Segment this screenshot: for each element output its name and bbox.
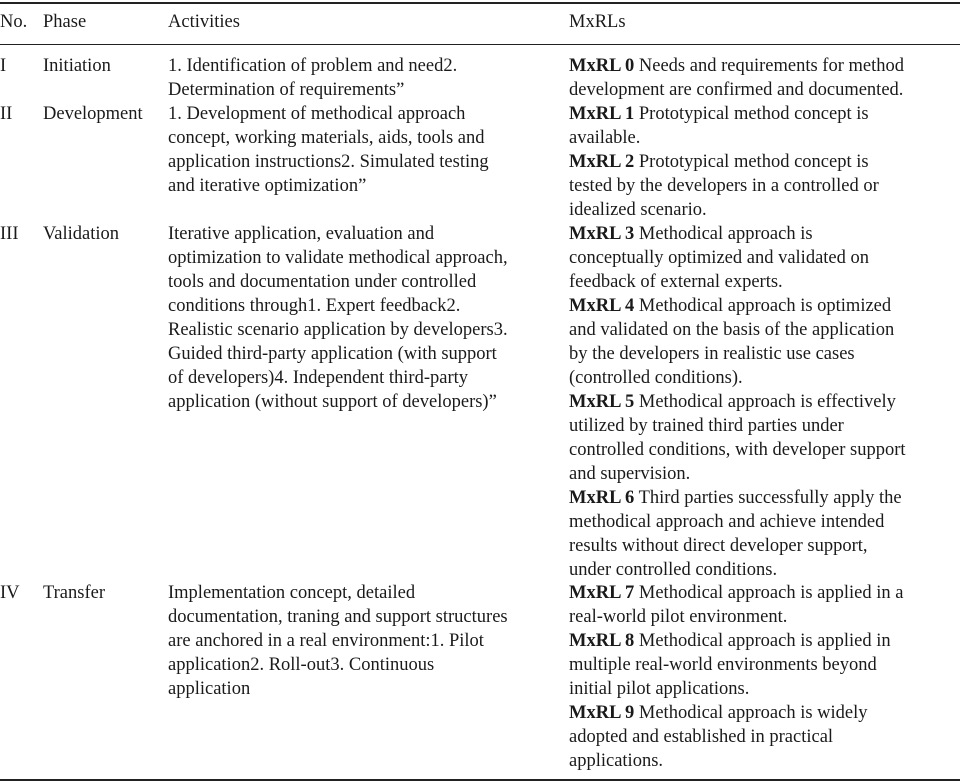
mxrl-line: [569, 629, 960, 653]
mxrl-text: Methodical approach is: [638, 224, 813, 244]
mxrl-label: MxRL 9: [569, 703, 635, 723]
mxrl-entry: [569, 54, 960, 102]
mxrl-line: tested by the developers in a controlled or: [569, 176, 879, 196]
activity-line: are anchored in a real environment:1. Pilot: [168, 631, 484, 651]
activity-line: application (without support of developers)”: [168, 392, 497, 412]
mxrl-entry: [569, 390, 960, 486]
activity-line: conditions through1. Expert feedback2.: [168, 296, 461, 316]
row-phase: Development: [43, 104, 143, 124]
mxrl-line: idealized scenario.: [569, 200, 707, 220]
mxrl-line: [569, 390, 960, 414]
mxrl-label: MxRL 2: [569, 152, 635, 172]
row-number: III: [0, 224, 19, 244]
row-mxrls: [569, 102, 960, 222]
activity-line: Realistic scenario application by developers3.: [168, 320, 508, 340]
mxrl-line: [569, 581, 960, 605]
mxrl-line: under controlled conditions.: [569, 560, 778, 580]
row-activities: [168, 54, 560, 102]
activity-line: concept, working materials, aids, tools and: [168, 128, 485, 148]
mxrl-text: Methodical approach is applied in a: [638, 583, 904, 603]
mxrl-label: MxRL 7: [569, 583, 635, 603]
table-top-rule: [0, 2, 960, 4]
mxrl-entry: [569, 222, 960, 294]
mxrl-line: available.: [569, 128, 641, 148]
mxrl-entry: [569, 629, 960, 701]
mxrl-label: MxRL 8: [569, 631, 635, 651]
activity-line: application2. Roll-out3. Continuous: [168, 655, 435, 675]
mxrl-line: [569, 701, 960, 725]
mxrl-line: development are confirmed and documented.: [569, 80, 904, 100]
mxrl-text: Methodical approach is optimized: [638, 296, 892, 316]
mxrl-line: utilized by trained third parties under: [569, 416, 844, 436]
activity-line: Determination of requirements”: [168, 80, 405, 100]
header-mxrls: MxRLs: [569, 12, 626, 32]
mxrl-entry: [569, 701, 960, 773]
row-phase: Initiation: [43, 56, 111, 76]
activity-line: optimization to validate methodical approach,: [168, 248, 508, 268]
mxrl-label: MxRL 4: [569, 296, 635, 316]
mxrl-line: methodical approach and achieve intended: [569, 512, 885, 532]
mxrl-text: Methodical approach is effectively: [638, 392, 896, 412]
mxrl-line: conceptually optimized and validated on: [569, 248, 870, 268]
mxrl-line: by the developers in realistic use cases: [569, 344, 855, 364]
mxrl-entry: [569, 294, 960, 390]
mxrl-line: applications.: [569, 751, 664, 771]
header-phase: Phase: [43, 12, 87, 32]
mxrl-line: [569, 102, 960, 126]
activity-line: application instructions2. Simulated testing: [168, 152, 489, 172]
mxrl-line: [569, 150, 960, 174]
row-number: I: [0, 56, 7, 76]
table-header-rule: [0, 44, 960, 45]
mxrl-label: MxRL 6: [569, 488, 635, 508]
row-mxrls: [569, 222, 960, 582]
mxrl-line: and validated on the basis of the application: [569, 320, 895, 340]
activity-line: 1. Identification of problem and need2.: [168, 56, 458, 76]
mxrl-line: controlled conditions, with developer support: [569, 440, 906, 460]
mxrl-line: feedback of external experts.: [569, 272, 783, 292]
mxrl-entry: [569, 581, 960, 629]
row-activities: [168, 102, 560, 198]
mxrl-text: Needs and requirements for method: [638, 56, 904, 76]
row-mxrls: [569, 54, 960, 102]
mxrl-line: real-world pilot environment.: [569, 607, 788, 627]
mxrl-line: initial pilot applications.: [569, 679, 750, 699]
table-bottom-rule: [0, 779, 960, 781]
activity-line: application: [168, 679, 251, 699]
row-number: II: [0, 104, 13, 124]
activity-line: tools and documentation under controlled: [168, 272, 477, 292]
activity-line: and iterative optimization”: [168, 176, 367, 196]
row-activities: [168, 581, 560, 701]
mxrl-line: and supervision.: [569, 464, 691, 484]
mxrl-line: results without direct developer support,: [569, 536, 868, 556]
header-activities: Activities: [168, 12, 240, 32]
row-phase: Validation: [43, 224, 120, 244]
row-mxrls: [569, 581, 960, 773]
mxrl-line: [569, 294, 960, 318]
mxrl-entry: [569, 102, 960, 150]
activity-line: Implementation concept, detailed: [168, 583, 416, 603]
mxrl-text: Prototypical method concept is: [638, 152, 869, 172]
activity-line: 1. Development of methodical approach: [168, 104, 466, 124]
row-number: IV: [0, 583, 20, 603]
header-no: No.: [0, 12, 28, 32]
mxrl-line: adopted and established in practical: [569, 727, 834, 747]
mxrl-text: Third parties successfully apply the: [638, 488, 902, 508]
mxrl-text: Prototypical method concept is: [638, 104, 869, 124]
mxrl-label: MxRL 3: [569, 224, 635, 244]
mxrl-line: [569, 486, 960, 510]
mxrl-label: MxRL 0: [569, 56, 635, 76]
mxrl-line: (controlled conditions).: [569, 368, 743, 388]
mxrl-label: MxRL 5: [569, 392, 635, 412]
mxrl-line: [569, 54, 960, 78]
mxrl-entry: [569, 486, 960, 582]
mxrl-text: Methodical approach is applied in: [638, 631, 891, 651]
activity-line: documentation, traning and support structures: [168, 607, 508, 627]
mxrl-text: Methodical approach is widely: [638, 703, 868, 723]
row-phase: Transfer: [43, 583, 106, 603]
activity-line: Iterative application, evaluation and: [168, 224, 435, 244]
mxrl-label: MxRL 1: [569, 104, 635, 124]
activity-line: of developers)4. Independent third-party: [168, 368, 469, 388]
activity-line: Guided third-party application (with support: [168, 344, 497, 364]
mxrl-line: [569, 222, 960, 246]
mxrl-line: multiple real-world environments beyond: [569, 655, 877, 675]
mxrl-entry: [569, 150, 960, 222]
row-activities: [168, 222, 560, 414]
